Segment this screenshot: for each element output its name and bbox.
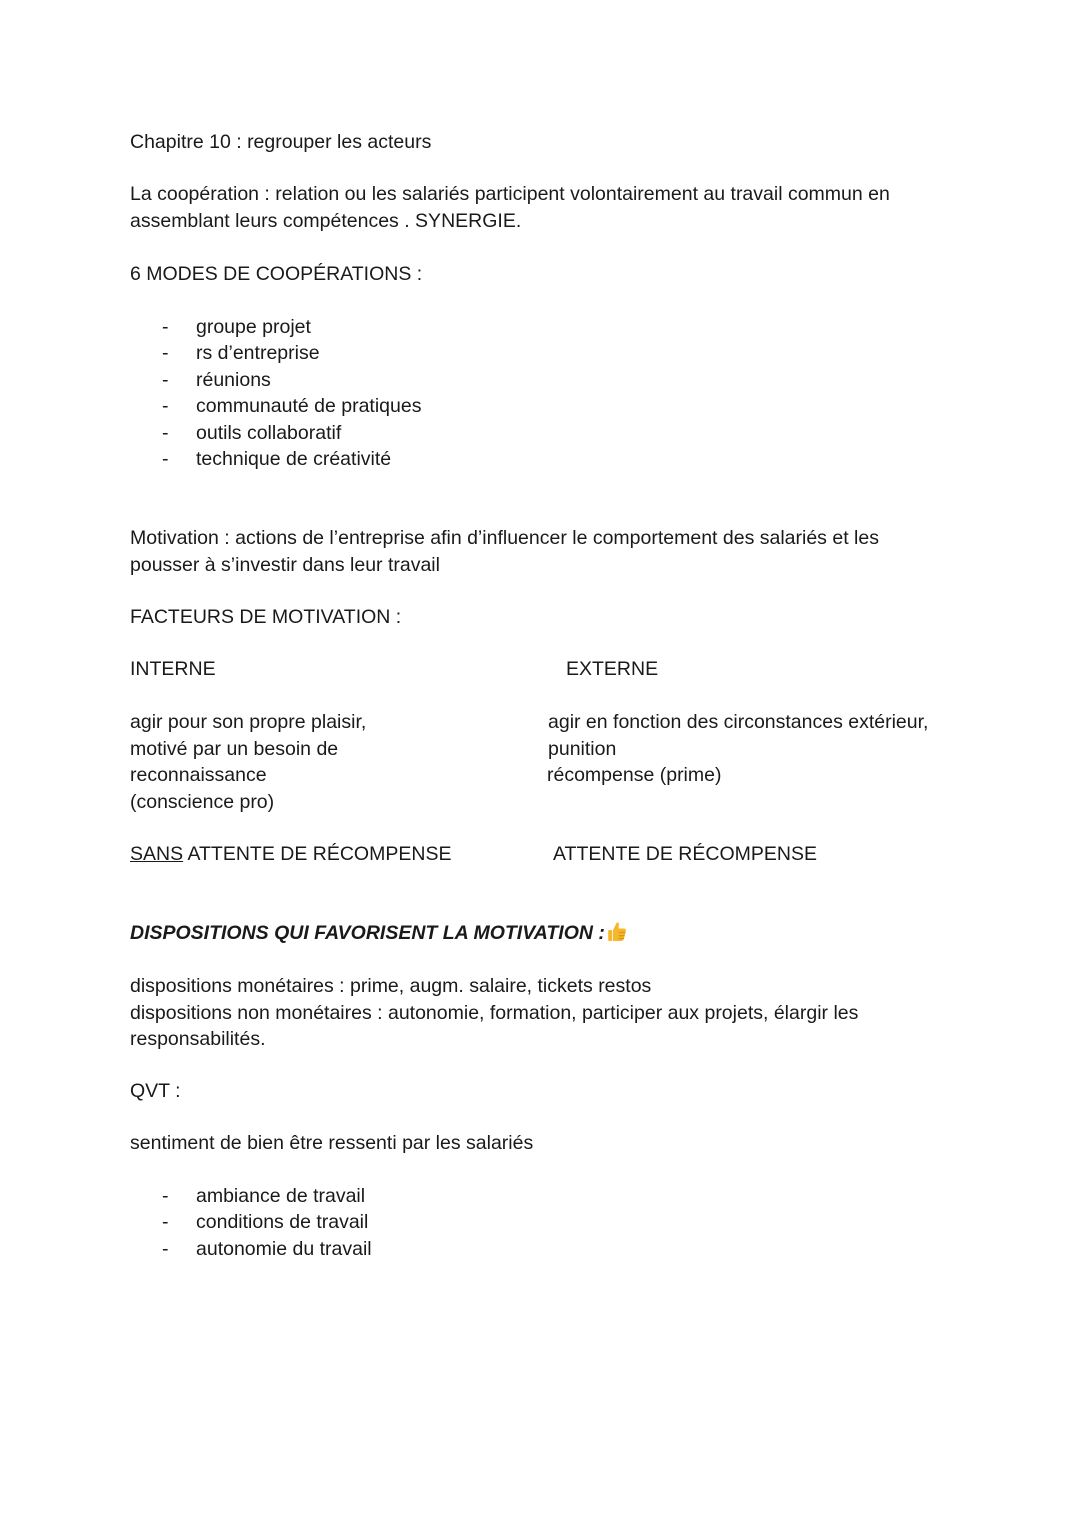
qvt-list (130, 1183, 372, 1262)
external-line: punition (548, 737, 617, 760)
internal-line: motivé par un besoin de (130, 737, 339, 760)
list-item-label: rs d’entreprise (196, 342, 320, 365)
list-dash: - (162, 421, 169, 444)
list-item-label: conditions de travail (196, 1211, 369, 1234)
list-item (130, 446, 421, 472)
list-item-label: ambiance de travail (196, 1185, 366, 1207)
list-item (130, 1236, 372, 1262)
motivation-line-1: Motivation : actions de l’entreprise afin d’influencer le comportement des salariés et les (130, 527, 879, 549)
list-item-label: réunions (196, 368, 271, 391)
list-item-label: technique de créativité (196, 447, 392, 470)
list-item-label: communauté de pratiques (196, 395, 422, 418)
list-item (130, 340, 421, 366)
modes-list (130, 314, 421, 472)
external-line: récompense (prime) (547, 764, 722, 786)
list-item (130, 420, 421, 446)
list-dash: - (162, 1211, 169, 1234)
list-item (130, 1209, 372, 1235)
list-item (130, 367, 421, 393)
chapter-title: Chapitre 10 : regrouper les acteurs (130, 131, 432, 153)
internal-footer-underlined: SANS (130, 843, 184, 865)
external-description (547, 709, 928, 789)
factors-heading: FACTEURS DE MOTIVATION : (130, 606, 402, 628)
list-dash: - (162, 368, 169, 391)
list-dash: - (162, 342, 169, 365)
list-item-label: autonomie du travail (196, 1237, 372, 1260)
internal-line: reconnaissance (130, 764, 267, 786)
internal-line: agir pour son propre plaisir, (130, 711, 367, 733)
thumbs-up-icon (607, 920, 627, 942)
external-line: agir en fonction des circonstances extérieur, (548, 711, 929, 733)
list-dash: - (162, 1237, 169, 1260)
external-footer: ATTENTE DE RÉCOMPENSE (553, 843, 818, 865)
motivation-definition (130, 525, 879, 578)
internal-description (130, 709, 366, 815)
qvt-definition: sentiment de bien être ressenti par les salariés (130, 1132, 534, 1154)
list-dash: - (162, 316, 169, 338)
internal-title: INTERNE (130, 658, 216, 680)
list-item-label: groupe projet (196, 316, 311, 338)
internal-footer-rest: ATTENTE DE RÉCOMPENSE (183, 843, 452, 865)
list-item (130, 393, 421, 419)
list-item (130, 314, 421, 340)
cooperation-line-2: assemblant leurs compétences . SYNERGIE. (130, 209, 522, 232)
dispositions-heading-text: DISPOSITIONS QUI FAVORISENT LA MOTIVATION : (130, 922, 605, 944)
list-item (130, 1183, 372, 1209)
external-title: EXTERNE (566, 658, 659, 680)
list-dash: - (162, 395, 169, 418)
dispositions-text (130, 973, 858, 1053)
cooperation-definition (130, 181, 890, 234)
cooperation-line-1: La coopération : relation ou les salariés participent volontairement au travail commun en (130, 183, 890, 205)
motivation-line-2: pousser à s’investir dans leur travail (130, 553, 440, 576)
modes-heading: 6 MODES DE COOPÉRATIONS : (130, 263, 423, 285)
list-dash: - (162, 1185, 169, 1207)
qvt-heading: QVT : (130, 1080, 181, 1102)
internal-footer (130, 841, 451, 868)
dispositions-line-2: dispositions non monétaires : autonomie, formation, participer aux projets, élargir les (130, 1001, 859, 1024)
list-dash: - (162, 447, 169, 470)
internal-line: (conscience pro) (130, 790, 275, 813)
dispositions-line-3: responsabilités. (130, 1028, 266, 1050)
list-item-label: outils collaboratif (196, 421, 342, 444)
dispositions-heading (130, 920, 627, 947)
dispositions-line-1: dispositions monétaires : prime, augm. salaire, tickets restos (130, 975, 652, 997)
